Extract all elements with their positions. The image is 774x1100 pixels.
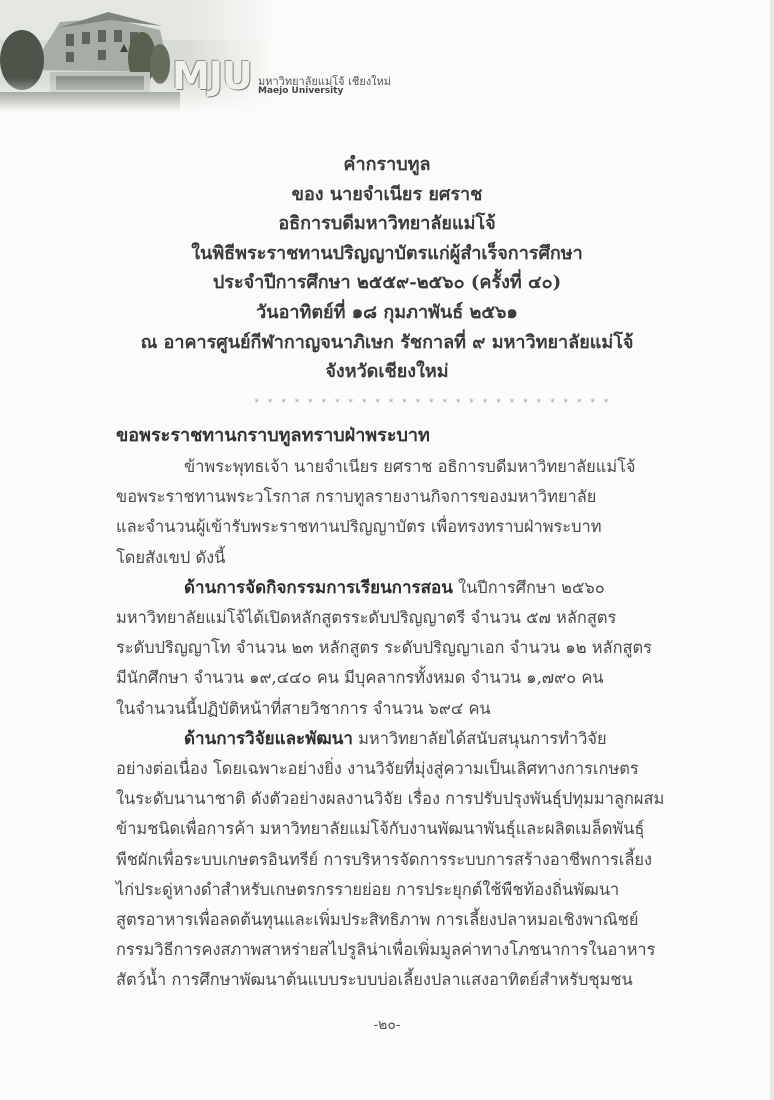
research-line: พืชผักเพื่อระบบเกษตรอินทรีย์ การบริหารจัดการระบบการสร้างอาชีพการเลี้ยง [116, 849, 653, 869]
letterhead [0, 0, 392, 112]
title-line: ณ อาคารศูนย์กีฬากาญจนาภิเษก รัชกาลที่ ๙ มหาวิทยาลัยแม่โจ้ [140, 331, 634, 353]
research-heading: ด้านการวิจัยและพัฒนา [184, 728, 353, 749]
research-line: ข้ามชนิดเพื่อการค้า มหาวิทยาลัยแม่โจ้กับงานพัฒนาพันธุ์และผลิตเมล็ดพันธุ์ [116, 819, 645, 839]
teaching-line: ในจำนวนนี้ปฏิบัติหน้าที่สายวิชาการ จำนวน ๖๙๔ คน [116, 698, 491, 718]
teaching-line: ในปีการศึกษา ๒๕๖๐ [452, 577, 605, 597]
speech-body [116, 452, 698, 996]
teaching-line: ระดับปริญญาโท จำนวน ๒๓ หลักสูตร ระดับปริญญาเอก จำนวน ๑๒ หลักสูตร [116, 638, 652, 658]
title-line: ประจำปีการศึกษา ๒๕๕๙-๒๕๖๐ (ครั้งที่ ๔๐) [212, 272, 562, 294]
speech-title [0, 150, 774, 387]
logo-mark: MJU [172, 54, 252, 98]
intro-line: ขอพระราชทานพระวโรกาส กราบทูลรายงานกิจการของมหาวิทยาลัย [116, 487, 597, 507]
research-line: ไก่ประดู่หางดำสำหรับเกษตรกรรายย่อย การประยุกต์ใช้พืชท้องถิ่นพัฒนา [116, 879, 620, 899]
university-name-thai: มหาวิทยาลัยแม่โจ้ เชียงใหม่ [258, 75, 392, 88]
research-line: สูตรอาหารเพื่อลดต้นทุนและเพิ่มประสิทธิภาพ การเลี้ยงปลาหมอเชิงพาณิชย์ [116, 910, 639, 930]
asterisk-divider: * * * * * * * * * * * * * * * * * * * * * * * * * * * [254, 398, 611, 408]
teaching-line: มีนักศึกษา จำนวน ๑๙,๔๔๐ คน มีบุคลากรทั้งหมด จำนวน ๑,๗๙๐ คน [116, 668, 604, 688]
intro-line: และจำนวนผู้เข้ารับพระราชทานปริญญาบัตร เพื่อทรงทราบฝ่าพระบาท [116, 517, 602, 537]
title-line: ในพิธีพระราชทานปริญญาบัตรแก่ผู้สำเร็จการศึกษา [191, 242, 583, 264]
teaching-line: มหาวิทยาลัยแม่โจ้ได้เปิดหลักสูตรระดับปริญญาตรี จำนวน ๕๗ หลักสูตร [116, 608, 617, 628]
greeting-heading: ขอพระราชทานกราบทูลทราบฝ่าพระบาท [116, 425, 430, 446]
intro-line: โดยสังเขป ดังนี้ [116, 547, 226, 567]
research-line: กรรมวิธีการคงสภาพสาหร่ายสไปรูลิน่าเพื่อเพิ่มมูลค่าทางโภชนาการในอาหาร [116, 940, 656, 960]
page-number: -๒๐- [373, 1017, 401, 1033]
title-line: ของ นายจำเนียร ยศราช [291, 183, 483, 205]
title-line: วันอาทิตย์ที่ ๑๘ กุมภาพันธ์ ๒๕๖๑ [256, 301, 518, 323]
title-line: อธิการบดีมหาวิทยาลัยแม่โจ้ [278, 213, 496, 235]
teaching-paragraph-start [116, 573, 698, 603]
research-paragraph-start [116, 724, 698, 754]
title-line: คำกราบทูล [343, 154, 431, 175]
university-name-english: Maejo University [258, 86, 344, 96]
campus-photo [0, 0, 300, 112]
research-line: อย่างต่อเนื่อง โดยเฉพาะอย่างยิ่ง งานวิจัยที่มุ่งสู่ความเป็นเลิศทางการเกษตร [116, 759, 639, 779]
research-line: สัตว์น้ำ การศึกษาพัฒนาต้นแบบระบบบ่อเลี้ยงปลาแสงอาทิตย์สำหรับชุมชน [116, 970, 633, 990]
research-line: มหาวิทยาลัยได้สนับสนุนการทำวิจัย [352, 728, 607, 748]
research-line: ในระดับนานาชาติ ดังตัวอย่างผลงานวิจัย เรื่อง การปรับปรุงพันธุ์ปทุมมาลูกผสม [116, 789, 665, 809]
intro-line: ข้าพระพุทธเจ้า นายจำเนียร ยศราช อธิการบดีมหาวิทยาลัยแม่โจ้ [184, 457, 636, 476]
teaching-heading: ด้านการจัดกิจกรรมการเรียนการสอน [184, 577, 453, 598]
title-line: จังหวัดเชียงใหม่ [325, 361, 449, 383]
